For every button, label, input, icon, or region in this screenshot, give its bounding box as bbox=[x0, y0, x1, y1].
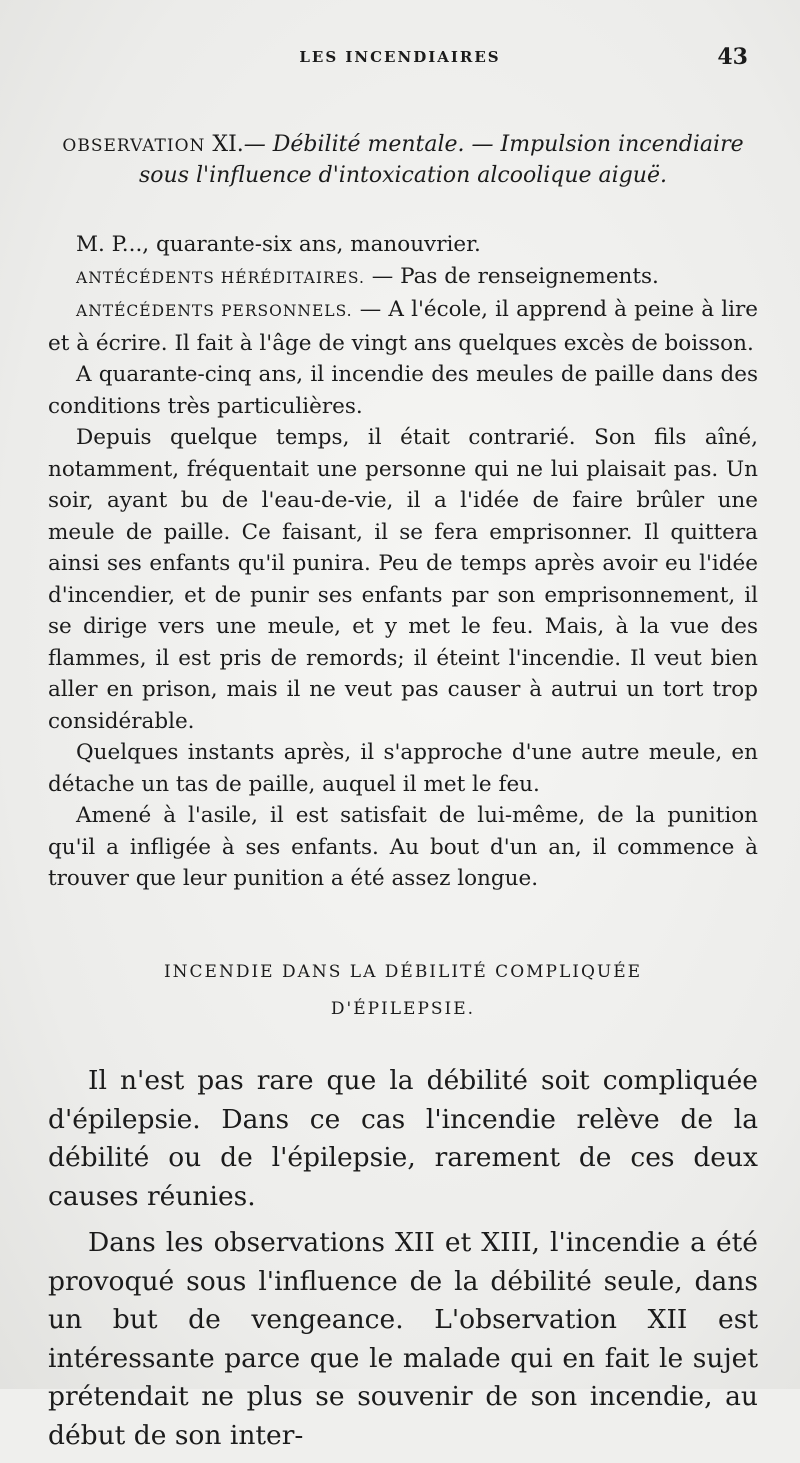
hereditary-label: ANTÉCÉDENTS HÉRÉDITAIRES. bbox=[76, 268, 365, 287]
observation-number: XI. bbox=[212, 132, 244, 157]
case-paragraph: Amené à l'asile, il est satisfait de lui-même, de la punition qu'il a infligée à ses enfants. Au bout d'un an, il commence à trouver que leur punition a été assez longue. bbox=[48, 803, 758, 891]
hereditary-text: — Pas de renseignements. bbox=[364, 263, 659, 289]
page-number: 43 bbox=[717, 44, 748, 70]
case-paragraph: Depuis quelque temps, il était contrarié. Son fils aîné, notamment, fréquentait une personne qui ne lui plaisait pas. Un soir, ayant bu de l'eau-de-vie, il a l'idée de faire brûler une meule de paille. Ce faisant, il se fera emprisonner. Il quittera ainsi ses enfants qu'il punira. Peu de temps après avoir eu l'idée d'incendier, et de punir ses enfants par son emprisonnement, il se dirige vers une meule, et y met le feu. Mais, à la vue des flammes, il est pris de remords; il éteint l'incendie. Il veut bien aller en prison, mais il ne veut pas causer à autrui un tort trop considérable. bbox=[48, 425, 758, 734]
patient-line: M. P..., quarante-six ans, manouvrier. bbox=[76, 232, 481, 257]
text-paragraph: Dans les observations XII et XIII, l'incendie a été provoqué sous l'influence de la débilité seule, dans un but de vengeance. L'observation XII est intéressante parce que le malade qui en fait le sujet prétendait ne plus se souvenir de son incendie, au début de son inter- bbox=[48, 1227, 758, 1451]
main-text bbox=[48, 1062, 758, 1463]
personal-label: ANTÉCÉDENTS PERSONNELS. bbox=[76, 302, 353, 320]
section-title-line1: INCENDIE DANS LA DÉBILITÉ COMPLIQUÉE bbox=[163, 962, 643, 982]
case-paragraph: Quelques instants après, il s'approche d'une autre meule, en détache un tas de paille, auquel il met le feu. bbox=[48, 740, 758, 797]
text-paragraph: Il n'est pas rare que la débilité soit compliquée d'épilepsie. Dans ce cas l'incendie relève de la débilité ou de l'épilepsie, rarement de ces deux causes réunies. bbox=[48, 1065, 758, 1212]
observation-heading bbox=[48, 130, 758, 191]
case-report bbox=[48, 229, 758, 895]
observation-label: OBSERVATION bbox=[62, 136, 206, 156]
running-head bbox=[0, 44, 800, 74]
case-paragraph: A quarante-cinq ans, il incendie des meules de paille dans des conditions très particulières. bbox=[48, 362, 758, 419]
hereditary-paragraph bbox=[48, 261, 758, 295]
section-title-line2: D'ÉPILEPSIE. bbox=[330, 999, 476, 1019]
observation-title: — Débilité mentale. — Impulsion incendiaire bbox=[243, 132, 744, 157]
running-title: LES INCENDIAIRES bbox=[299, 48, 501, 66]
personal-paragraph bbox=[48, 294, 758, 359]
section-heading bbox=[48, 953, 758, 1027]
observation-title-line2: sous l'influence d'intoxication alcoolique aiguë. bbox=[139, 163, 667, 188]
personal-text: — A l'école, il apprend à peine à lire et à écrire. Il fait à l'âge de vingt ans quelques excès de boisson. bbox=[48, 297, 758, 356]
